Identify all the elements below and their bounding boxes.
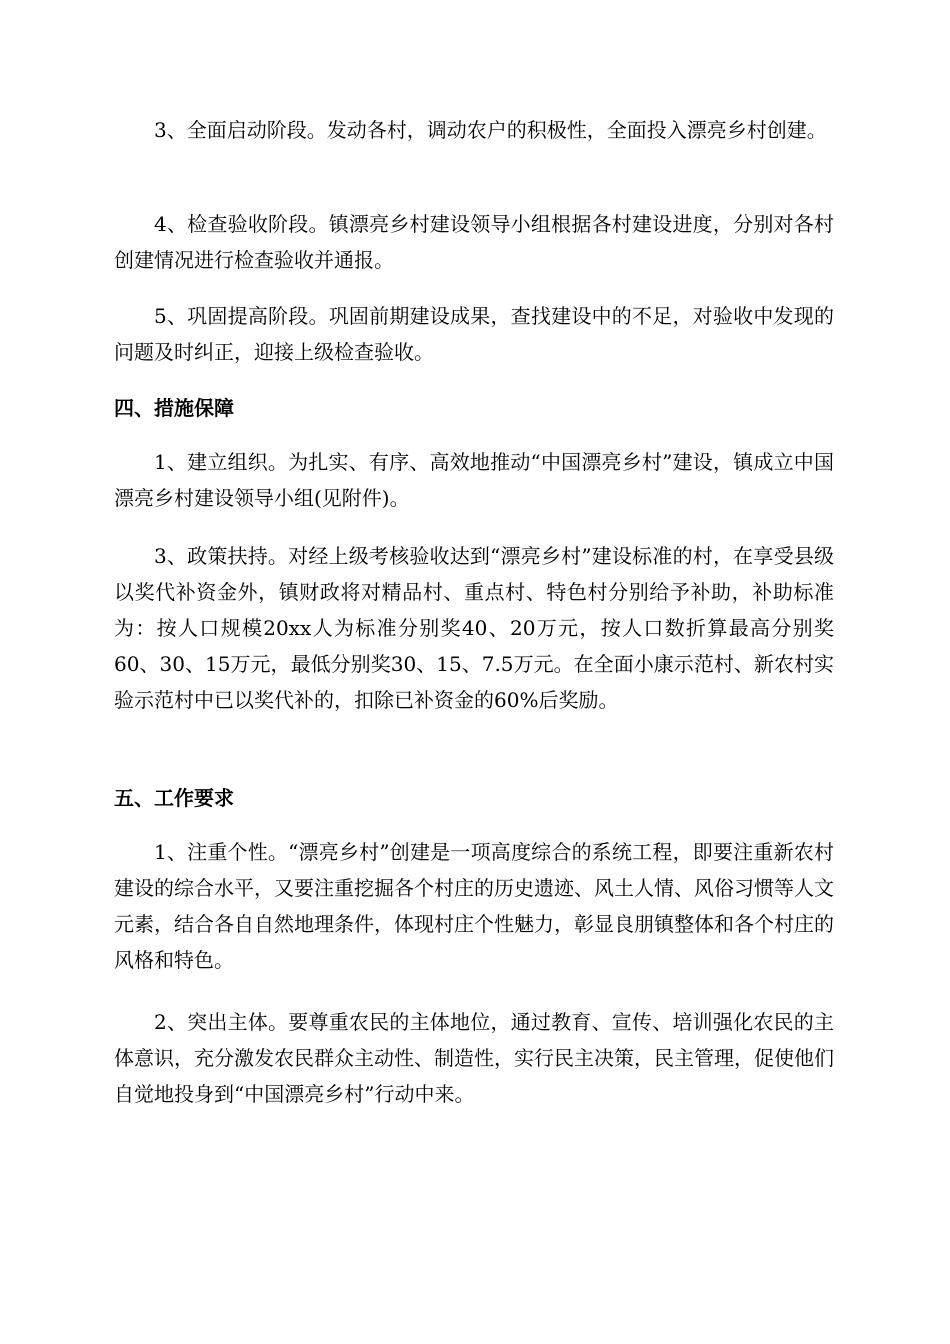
paragraph-stage-5: 5、巩固提高阶段。巩固前期建设成果，查找建设中的不足，对验收中发现的问题及时纠正，迎接上级检查验收。 (114, 304, 834, 364)
section-heading-requirements: 五、工作要求 (114, 786, 234, 810)
paragraph-stage-3: 3、全面启动阶段。发动各村，调动农户的积极性，全面投入漂亮乡村创建。 (154, 118, 827, 142)
paragraph-individuality: 1、注重个性。“漂亮乡村”创建是一项高度综合的系统工程，即要注重新农村建设的综合水平，又要注重挖掘各个村庄的历史遗迹、风土人情、风俗习惯等人文元素，结合各自自然地理条件，体现村庄个性魅力，彰显良朋镇整体和各个村庄的风格和特色。 (114, 840, 834, 972)
paragraph-policy-support: 3、政策扶持。对经上级考核验收达到“漂亮乡村”建设标准的村，在享受县级以奖代补资金外，镇财政将对精品村、重点村、特色村分别给予补助，补助标准为：按人口规模20xx人为标准分别奖40、20万元，按人口数折算最高分别奖60、30、15万元，最低分别奖30、15、7.5万元。在全面小康示范村、新农村实验示范村中已以奖代补的，扣除已补资金的60%后奖励。 (114, 544, 834, 712)
section-heading-measures: 四、措施保障 (114, 396, 234, 420)
paragraph-highlight-subject: 2、突出主体。要尊重农民的主体地位，通过教育、宣传、培训强化农民的主体意识，充分激发农民群众主动性、制造性，实行民主决策，民主管理，促使他们自觉地投身到“中国漂亮乡村”行动中来。 (114, 1010, 834, 1106)
paragraph-organization: 1、建立组织。为扎实、有序、高效地推动“中国漂亮乡村”建设，镇成立中国漂亮乡村建设领导小组(见附件)。 (114, 450, 834, 510)
paragraph-stage-4: 4、检查验收阶段。镇漂亮乡村建设领导小组根据各村建设进度，分别对各村创建情况进行检查验收并通报。 (114, 212, 834, 272)
